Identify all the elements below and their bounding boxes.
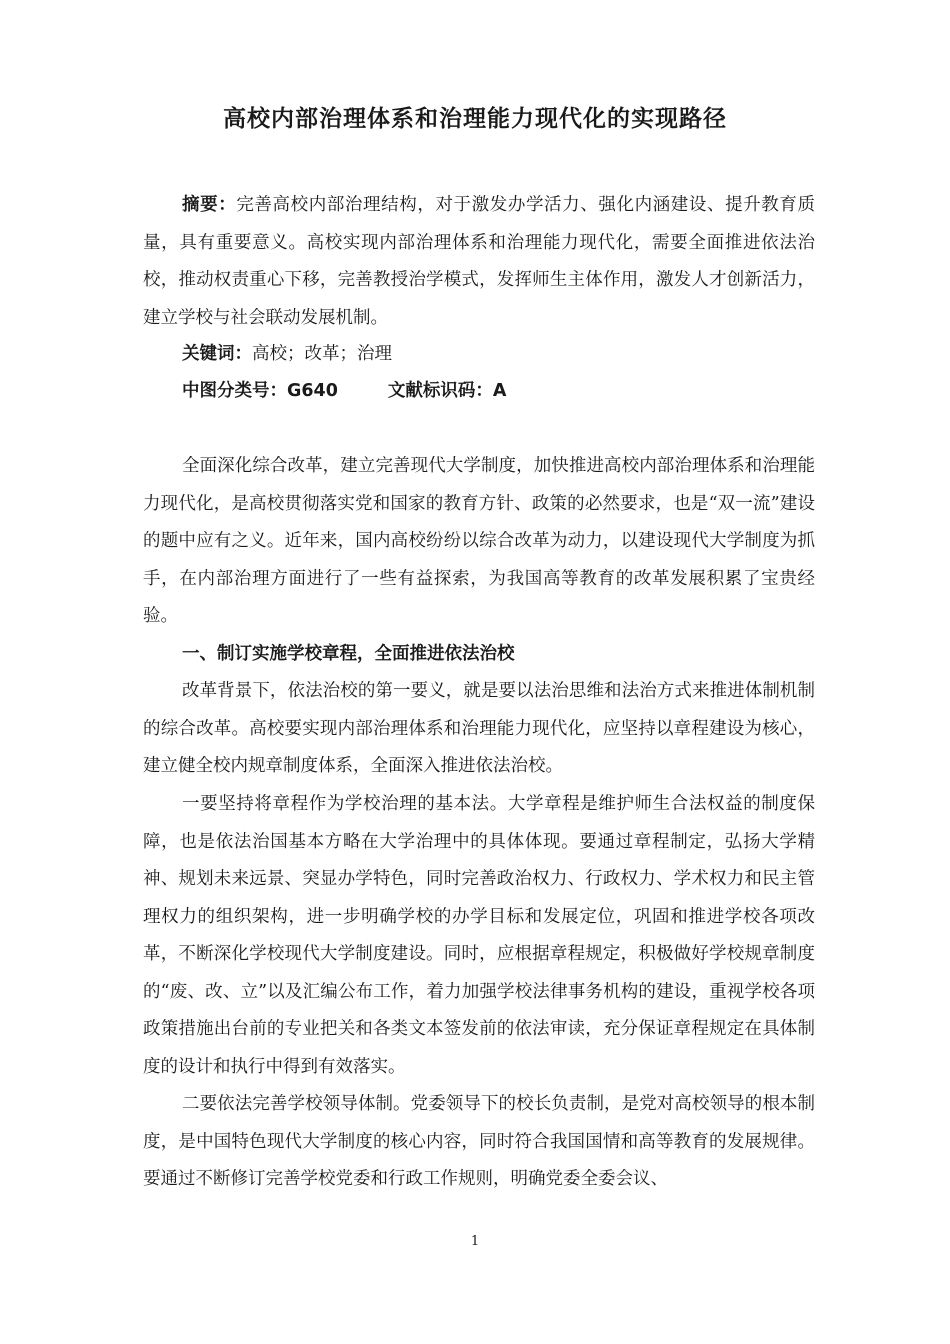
doc-code-label: 文献标识码： <box>387 381 493 401</box>
intro-paragraph: 全面深化综合改革，建立完善现代大学制度，加快推进高校内部治理体系和治理能力现代化，是高校贯彻落实党和国家的教育方针、政策的必然要求，也是“双一流”建设的题中应有之义。近年来，国内高校纷纷以综合改革为动力，以建设现代大学制度为抓手，在内部治理方面进行了一些有益探索，为我国高等教育的改革发展积累了宝贵经验。 <box>143 456 815 626</box>
document-title: 高校内部治理体系和治理能力现代化的实现路径 <box>223 106 727 132</box>
section-heading: 一、制订实施学校章程，全面推进依法治校 <box>182 644 515 664</box>
section-paragraph-2: 一要坚持将章程作为学校治理的基本法。大学章程是维护师生合法权益的制度保障，也是依法治国基本方略在大学治理中的具体体现。要通过章程制定，弘扬大学精神、规划未来远景、突显办学特色，同时完善政治权力、行政权力、学术权力和民主管理权力的组织架构，进一步明确学校的办学目标和发展定位，巩固和推进学校各项改革，不断深化学校现代大学制度建设。同时，应根据章程规定，积极做好学校规章制度的“废、改、立”以及汇编公布工作，着力加强学校法律事务机构的建设，重视学校各项政策措施出台前的专业把关和各类文本签发前的依法审读，充分保证章程规定在具体制度的设计和执行中得到有效落实。 <box>143 794 815 1077</box>
abstract-text: 完善高校内部治理结构，对于激发办学活力、强化内涵建设、提升教育质量，具有重要意义。高校实现内部治理体系和治理能力现代化，需要全面推进依法治校，推动权责重心下移，完善教授治学模式，发挥师生主体作用，激发人才创新活力，建立学校与社会联动发展机制。 <box>143 195 816 328</box>
keywords-label: 关键词： <box>182 344 252 364</box>
keywords-line <box>182 336 392 374</box>
keywords-text: 高校；改革；治理 <box>252 344 392 364</box>
classification-line <box>182 373 506 411</box>
section-paragraph-3: 二要依法完善学校领导体制。党委领导下的校长负责制，是党对高校领导的根本制度，是中国特色现代大学制度的核心内容，同时符合我国国情和高等教育的发展规律。要通过不断修订完善学校党委和行政工作规则，明确党委全委会议、 <box>143 1094 815 1189</box>
doc-code-value: A <box>492 381 507 401</box>
abstract-label: 摘要： <box>182 195 237 215</box>
page-number: 1 <box>470 1234 480 1249</box>
clc-label: 中图分类号： <box>182 381 287 401</box>
clc-value: G640 <box>287 381 338 401</box>
section-paragraph-1: 改革背景下，依法治校的第一要义，就是要以法治思维和法治方式来推进体制机制的综合改革。高校要实现内部治理体系和治理能力现代化，应坚持以章程建设为核心，建立健全校内规章制度体系，全面深入推进依法治校。 <box>143 681 815 776</box>
abstract-paragraph <box>143 187 815 337</box>
